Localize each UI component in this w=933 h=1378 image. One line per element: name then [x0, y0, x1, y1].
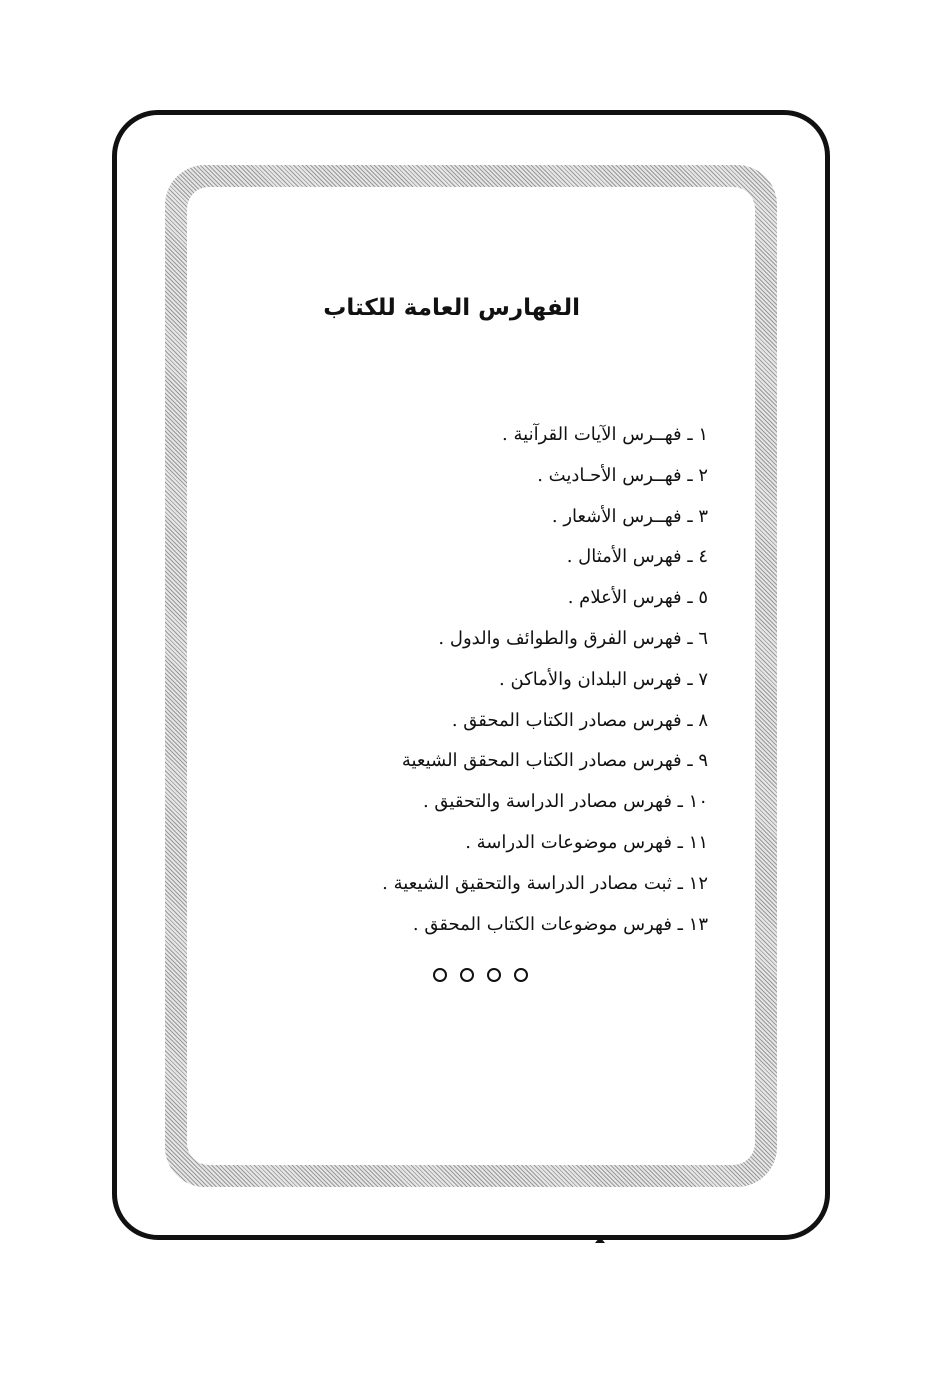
circle-icon: [460, 968, 474, 982]
index-item: ١ ـ فهــرس الآيات القرآنية .: [502, 424, 708, 445]
index-list: [382, 415, 708, 945]
index-item: ٦ ـ فهرس الفرق والطوائف والدول .: [438, 627, 708, 649]
decorative-inner-frame: [165, 165, 777, 1187]
index-item: ٧ ـ فهرس البلدان والأماكن .: [499, 668, 708, 690]
index-item: ٢ ـ فهــرس الأحـاديث .: [537, 464, 708, 486]
page-title: الفهارس العامة للكتاب: [323, 295, 580, 321]
circle-icon: [514, 968, 528, 982]
index-item: ١٣ ـ فهرس موضوعات الكتاب المحقق .: [412, 913, 708, 935]
index-item: ٨ ـ فهرس مصادر الكتاب المحقق .: [451, 709, 708, 731]
index-item: ٩ ـ فهرس مصادر الكتاب المحقق الشيعية: [401, 750, 708, 772]
content-panel: [187, 187, 755, 1165]
index-item: ١٢ ـ ثبت مصادر الدراسة والتحقيق الشيعية .: [382, 872, 708, 894]
circle-icon: [487, 968, 501, 982]
circle-icon: [433, 968, 447, 982]
index-item: ١٠ ـ فهرس مصادر الدراسة والتحقيق .: [422, 791, 708, 813]
frame-notch: [595, 1237, 605, 1243]
index-item: ٤ ـ فهرس الأمثال .: [566, 546, 708, 568]
index-item: ١١ ـ فهرس موضوعات الدراسة .: [465, 831, 708, 853]
circle-ornament: [433, 968, 528, 982]
index-item: ٥ ـ فهرس الأعلام .: [567, 587, 708, 609]
index-item: ٣ ـ فهــرس الأشعار .: [551, 505, 708, 527]
